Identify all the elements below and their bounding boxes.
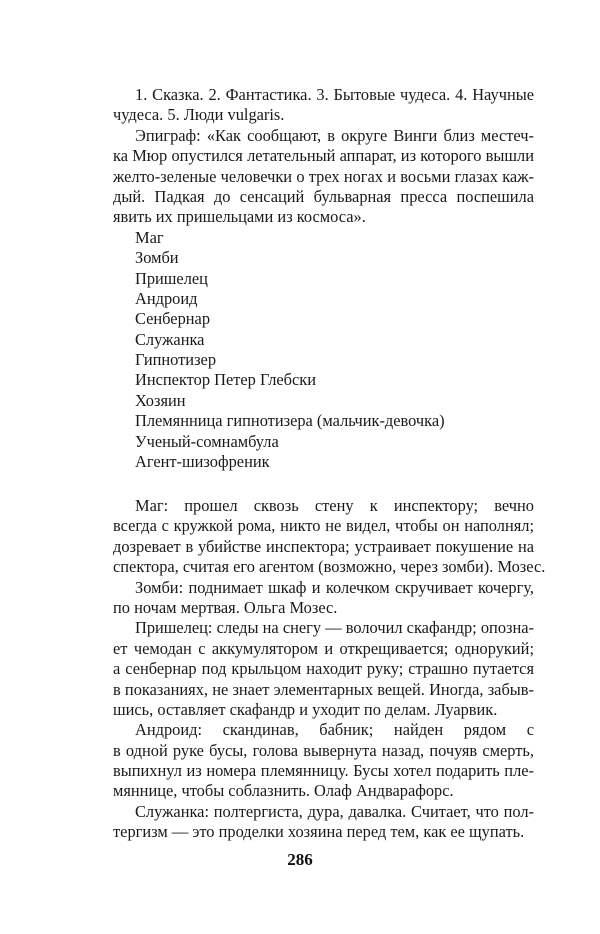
paragraph-line: Андроид: скандинав, бабник; найден рядом с [135, 720, 534, 740]
paragraph-line: в одной руке бусы, голова вывернута назад, почуяв смерть, [113, 740, 534, 760]
paragraph-line: явить их пришельцами из космоса». [113, 207, 366, 227]
paragraph-line: дый. Падкая до сенсаций бульварная пресса поспешила [113, 186, 534, 206]
paragraph-line: всегда с кружкой рома, никто не видел, чтобы он наполнял; [113, 516, 534, 536]
character-list-item: Инспектор Петер Глебски [135, 370, 317, 390]
character-list-item: Ученый-сомнамбула [135, 431, 279, 451]
paragraph-line: мяннице, чтобы соблазнить. Олаф Андварафорс. [113, 781, 454, 801]
paragraph-line: Служанка: полтергиста, дура, давалка. Считает, что пол- [135, 801, 534, 821]
paragraph-line: 1. Сказка. 2. Фантастика. 3. Бытовые чудеса. 4. Научные [135, 85, 534, 104]
paragraph-line: выпихнул из номера племянницу. Бусы хотел подарить пле- [113, 761, 534, 781]
paragraph-line: тергизм — это проделки хозяина перед тем, как ее щупать. [113, 822, 525, 842]
paragraph-line: чудеса. 5. Люди vulgaris. [113, 105, 285, 125]
paragraph-line: ет чемодан с аккумулятором и открещивается; однорукий; [113, 638, 534, 658]
character-list-item: Сенбернар [135, 309, 211, 329]
character-list-item: Гипнотизер [135, 350, 217, 370]
paragraph-line: в показаниях, не знает элементарных вещей. Иногда, забыв- [113, 679, 534, 699]
paragraph-line: Пришелец: следы на снегу — волочил скафандр; опозна- [135, 618, 534, 638]
character-list-item: Маг [135, 227, 164, 247]
paragraph-line: ка Мюр опустился летательный аппарат, из которого вышли [113, 146, 534, 166]
character-list-item: Андроид [135, 288, 198, 308]
paragraph-line: дозревает в убийстве инспектора; устраивает покушение на [113, 536, 534, 556]
character-list-item: Хозяин [135, 390, 186, 410]
character-list-item: Племянница гипнотизера (мальчик-девочка) [135, 411, 445, 431]
paragraph-line: Эпиграф: «Как сообщают, в округе Винги близ местеч- [135, 125, 534, 145]
paragraph-line: а сенбернар под крыльцом находит руку; страшно путается [113, 659, 534, 679]
paragraph-line: Маг: прошел сквозь стену к инспектору; вечно [135, 496, 534, 516]
paragraph-line: Зомби: поднимает шкаф и колечком скручивает кочергу, [135, 577, 534, 597]
paragraph-line: спектора, считая его агентом (возможно, через зомби). Мозес. [113, 557, 546, 577]
paragraph-line: шись, оставляет скафандр и уходит по делам. Луарвик. [113, 699, 498, 719]
character-list-item: Зомби [135, 248, 179, 268]
page-number: 286 [287, 850, 313, 869]
character-list-item: Пришелец [135, 268, 208, 288]
character-list-item: Служанка [135, 329, 205, 349]
paragraph-line: по ночам мертвая. Ольга Мозес. [113, 597, 338, 617]
paragraph-line: желто-зеленые человечки о трех ногах и восьми глазах каж- [113, 166, 534, 186]
character-list-item: Агент-шизофреник [135, 452, 270, 472]
section-gap [113, 472, 534, 496]
page-text [113, 85, 546, 843]
